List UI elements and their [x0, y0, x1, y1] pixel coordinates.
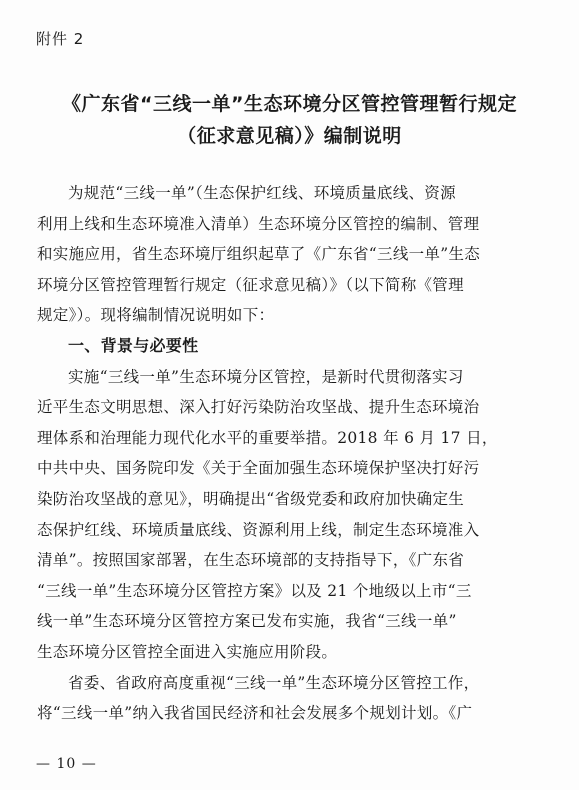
body-line: 线一单”生态环境分区管控方案已发布实施，我省“三线一单” — [37, 612, 457, 631]
document-title-line-1: 《广东省“三线一单”生态环境分区管控管理暂行规定 — [62, 93, 517, 115]
body-line: 理体系和治理能力现代化水平的重要举措。2018 年 6 月 17 日， — [37, 428, 498, 447]
body-line: 为规范“三线一单”（生态保护红线、环境质量底线、资源 — [68, 184, 456, 202]
body-line: 中共中央、国务院印发《关于全面加强生态环境保护坚决打好污 — [37, 459, 480, 478]
body-line: 利用上线和生态环境准入清单）生态环境分区管控的编制、管理 — [37, 214, 480, 233]
body-line: 和实施应用，省生态环境厅组织起草了《广东省“三线一单”生态 — [37, 245, 481, 264]
body-line: 染防治攻坚战的意见》，明确提出“省级党委和政府加快确定生 — [37, 489, 465, 508]
body-line: 环境分区管控管理暂行规定（征求意见稿）》（以下简称《管理 — [37, 275, 464, 294]
body-line: 态保护红线、环境质量底线、资源利用上线，制定生态环境准入 — [37, 520, 480, 539]
body-line: 清单”。按照国家部署，在生态环境部的支持指导下，《广东省 — [37, 551, 465, 570]
body-line: 规定》）。现将编制情况说明如下： — [37, 306, 275, 325]
document-body — [37, 178, 545, 729]
annex-label: 附件 2 — [36, 30, 85, 48]
body-line: 生态环境分区管控全面进入实施应用阶段。 — [37, 642, 338, 661]
page-number: — 10 — — [36, 756, 97, 772]
body-line: 实施“三线一单”生态环境分区管控，是新时代贯彻落实习 — [68, 367, 464, 386]
section-heading: 一、背景与必要性 — [68, 335, 199, 355]
body-line: 将“三线一单”纳入我省国民经济和社会发展多个规划计划。《广 — [37, 704, 473, 723]
document-title-line-2: （征求意见稿）》编制说明 — [177, 125, 402, 147]
body-line: “三线一单”生态环境分区管控方案》以及 21 个地级以上市“三 — [37, 581, 472, 600]
body-line: 省委、省政府高度重视“三线一单”生态环境分区管控工作， — [68, 673, 480, 692]
body-line: 近平生态文明思想、深入打好污染防治攻坚战、提升生态环境治 — [37, 398, 480, 417]
